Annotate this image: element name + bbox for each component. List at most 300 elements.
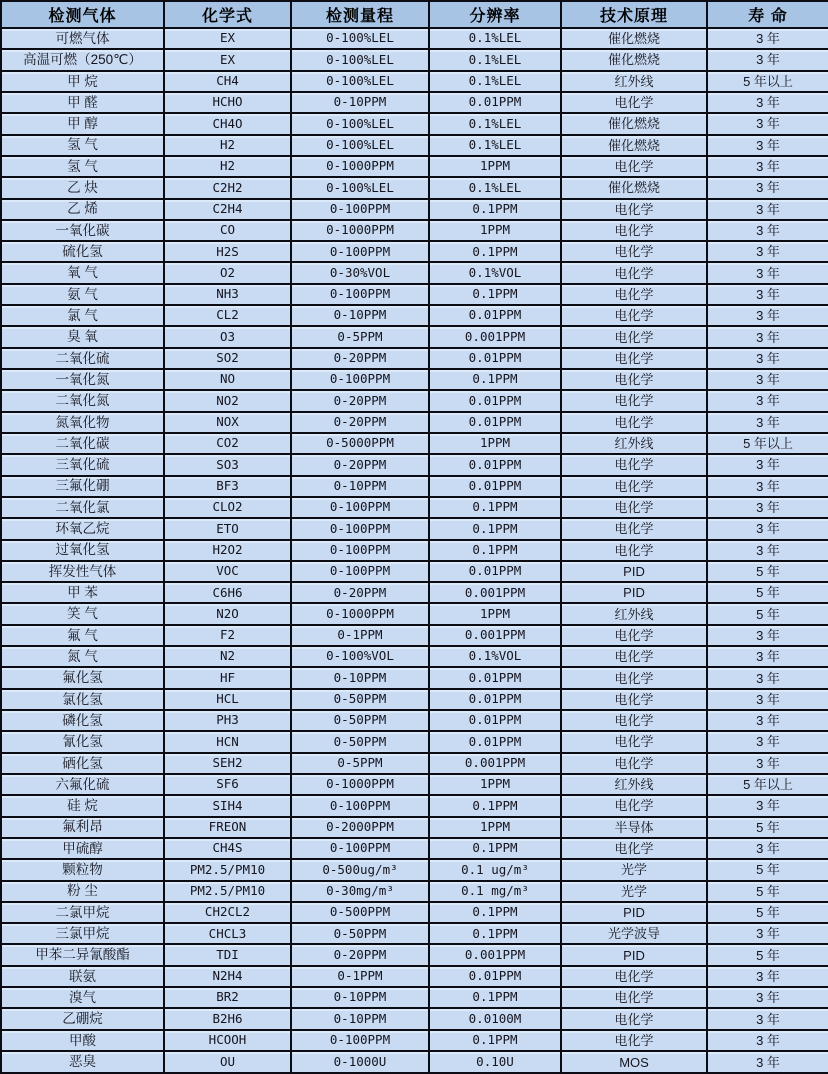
cell-detection-range: 0-1000PPM [291,220,429,241]
cell-chemical-formula: O3 [164,326,291,347]
table-row [1,731,828,752]
cell-lifespan: 5 年以上 [707,433,828,454]
cell-lifespan: 3 年 [707,49,828,70]
cell-chemical-formula: SF6 [164,774,291,795]
cell-detection-range: 0-100PPM [291,199,429,220]
cell-lifespan: 3 年 [707,113,828,134]
table-row [1,518,828,539]
cell-detection-range: 0-100PPM [291,838,429,859]
table-row [1,774,828,795]
cell-tech-principle: 电化学 [561,454,707,475]
cell-detection-range: 0-100PPM [291,540,429,561]
cell-resolution: 0.1PPM [429,795,561,816]
cell-tech-principle: 电化学 [561,156,707,177]
cell-detection-range: 0-1PPM [291,966,429,987]
cell-gas-name: 高温可燃（250℃） [1,49,164,70]
table-row [1,838,828,859]
table-row [1,262,828,283]
table-row [1,667,828,688]
cell-chemical-formula: CH4O [164,113,291,134]
table-row [1,753,828,774]
column-header: 检测气体 [1,1,164,28]
cell-gas-name: 氟化氢 [1,667,164,688]
cell-resolution: 0.01PPM [429,454,561,475]
cell-gas-name: 笑 气 [1,603,164,624]
cell-chemical-formula: C2H4 [164,199,291,220]
cell-chemical-formula: NO [164,369,291,390]
cell-lifespan: 5 年 [707,561,828,582]
table-row [1,433,828,454]
cell-resolution: 1PPM [429,220,561,241]
column-header: 分辨率 [429,1,561,28]
cell-gas-name: 甲 烷 [1,71,164,92]
column-header: 技术原理 [561,1,707,28]
table-row [1,859,828,880]
column-header: 寿 命 [707,1,828,28]
cell-tech-principle: 电化学 [561,795,707,816]
cell-gas-name: 一氧化氮 [1,369,164,390]
cell-gas-name: 氮 气 [1,646,164,667]
cell-gas-name: 三氟化硼 [1,476,164,497]
cell-gas-name: 环氧乙烷 [1,518,164,539]
cell-lifespan: 3 年 [707,326,828,347]
cell-chemical-formula: VOC [164,561,291,582]
cell-detection-range: 0-30mg/m³ [291,881,429,902]
cell-detection-range: 0-50PPM [291,731,429,752]
cell-detection-range: 0-10PPM [291,987,429,1008]
cell-chemical-formula: CH4 [164,71,291,92]
cell-gas-name: 一氧化碳 [1,220,164,241]
table-row [1,412,828,433]
table-row [1,817,828,838]
cell-detection-range: 0-100PPM [291,241,429,262]
cell-detection-range: 0-1000PPM [291,603,429,624]
cell-resolution: 0.1PPM [429,902,561,923]
cell-gas-name: 磷化氢 [1,710,164,731]
table-row [1,177,828,198]
cell-gas-name: 氮氧化物 [1,412,164,433]
cell-lifespan: 3 年 [707,1008,828,1029]
table-row [1,689,828,710]
cell-tech-principle: 电化学 [561,1008,707,1029]
cell-chemical-formula: CLO2 [164,497,291,518]
cell-gas-name: 乙硼烷 [1,1008,164,1029]
cell-detection-range: 0-30%VOL [291,262,429,283]
cell-detection-range: 0-5PPM [291,753,429,774]
cell-detection-range: 0-100%LEL [291,28,429,49]
cell-tech-principle: 电化学 [561,348,707,369]
cell-resolution: 0.001PPM [429,753,561,774]
cell-lifespan: 3 年 [707,646,828,667]
cell-lifespan: 3 年 [707,625,828,646]
cell-lifespan: 3 年 [707,220,828,241]
cell-chemical-formula: EX [164,28,291,49]
cell-tech-principle: 红外线 [561,71,707,92]
cell-detection-range: 0-10PPM [291,92,429,113]
cell-detection-range: 0-5000PPM [291,433,429,454]
cell-chemical-formula: N2O [164,603,291,624]
cell-detection-range: 0-10PPM [291,1008,429,1029]
cell-detection-range: 0-1000PPM [291,774,429,795]
cell-lifespan: 3 年 [707,476,828,497]
cell-resolution: 0.01PPM [429,710,561,731]
cell-lifespan: 5 年 [707,817,828,838]
cell-resolution: 0.1PPM [429,369,561,390]
cell-tech-principle: 电化学 [561,987,707,1008]
cell-tech-principle: 电化学 [561,966,707,987]
cell-detection-range: 0-100PPM [291,518,429,539]
cell-resolution: 0.001PPM [429,944,561,965]
cell-tech-principle: 电化学 [561,262,707,283]
cell-lifespan: 3 年 [707,838,828,859]
cell-gas-name: 氢 气 [1,135,164,156]
cell-chemical-formula: HCN [164,731,291,752]
cell-tech-principle: 催化燃烧 [561,113,707,134]
cell-lifespan: 3 年 [707,1051,828,1073]
cell-resolution: 0.001PPM [429,326,561,347]
cell-lifespan: 3 年 [707,412,828,433]
column-header: 化学式 [164,1,291,28]
cell-lifespan: 3 年 [707,987,828,1008]
cell-tech-principle: 红外线 [561,433,707,454]
cell-gas-name: 甲硫醇 [1,838,164,859]
cell-resolution: 1PPM [429,156,561,177]
cell-tech-principle: PID [561,582,707,603]
cell-chemical-formula: N2H4 [164,966,291,987]
cell-lifespan: 5 年 [707,944,828,965]
cell-gas-name: 氢 气 [1,156,164,177]
cell-chemical-formula: ETO [164,518,291,539]
cell-lifespan: 3 年 [707,540,828,561]
cell-detection-range: 0-50PPM [291,923,429,944]
table-row [1,390,828,411]
cell-tech-principle: 催化燃烧 [561,28,707,49]
cell-chemical-formula: PM2.5/PM10 [164,859,291,880]
cell-chemical-formula: PH3 [164,710,291,731]
cell-detection-range: 0-20PPM [291,348,429,369]
table-row [1,561,828,582]
table-row [1,1008,828,1029]
cell-resolution: 0.1PPM [429,923,561,944]
cell-tech-principle: 电化学 [561,753,707,774]
cell-tech-principle: 电化学 [561,369,707,390]
cell-chemical-formula: O2 [164,262,291,283]
cell-gas-name: 挥发性气体 [1,561,164,582]
cell-tech-principle: 电化学 [561,199,707,220]
cell-tech-principle: 电化学 [561,667,707,688]
cell-gas-name: 氰化氢 [1,731,164,752]
cell-resolution: 1PPM [429,774,561,795]
table-row [1,369,828,390]
cell-tech-principle: 催化燃烧 [561,177,707,198]
cell-gas-name: 氯 气 [1,305,164,326]
cell-gas-name: 臭 氧 [1,326,164,347]
cell-gas-name: 硫化氢 [1,241,164,262]
cell-lifespan: 3 年 [707,753,828,774]
cell-chemical-formula: CH4S [164,838,291,859]
cell-tech-principle: 光学 [561,859,707,880]
cell-tech-principle: 电化学 [561,497,707,518]
cell-gas-name: 甲 苯 [1,582,164,603]
cell-resolution: 0.1PPM [429,838,561,859]
cell-tech-principle: 电化学 [561,540,707,561]
cell-lifespan: 3 年 [707,923,828,944]
cell-gas-name: 甲 醛 [1,92,164,113]
table-row [1,710,828,731]
cell-tech-principle: PID [561,561,707,582]
table-row [1,987,828,1008]
cell-lifespan: 3 年 [707,156,828,177]
cell-chemical-formula: HCOOH [164,1030,291,1051]
table-row [1,71,828,92]
cell-gas-name: 硅 烷 [1,795,164,816]
cell-tech-principle: MOS [561,1051,707,1073]
cell-detection-range: 0-100%LEL [291,177,429,198]
cell-tech-principle: 电化学 [561,476,707,497]
cell-resolution: 0.001PPM [429,625,561,646]
cell-tech-principle: 半导体 [561,817,707,838]
cell-chemical-formula: C2H2 [164,177,291,198]
cell-resolution: 0.1%VOL [429,646,561,667]
cell-resolution: 0.1PPM [429,497,561,518]
cell-tech-principle: 电化学 [561,284,707,305]
cell-gas-name: 溴气 [1,987,164,1008]
cell-tech-principle: 催化燃烧 [561,49,707,70]
cell-resolution: 0.1 ug/m³ [429,859,561,880]
cell-resolution: 0.01PPM [429,966,561,987]
table-row [1,92,828,113]
cell-chemical-formula: OU [164,1051,291,1073]
cell-chemical-formula: HF [164,667,291,688]
cell-detection-range: 0-1000PPM [291,156,429,177]
cell-lifespan: 3 年 [707,92,828,113]
cell-resolution: 0.0100M [429,1008,561,1029]
cell-resolution: 0.1PPM [429,1030,561,1051]
table-row [1,49,828,70]
cell-lifespan: 3 年 [707,348,828,369]
cell-lifespan: 3 年 [707,305,828,326]
cell-gas-name: 甲 醇 [1,113,164,134]
table-row [1,348,828,369]
cell-gas-name: 乙 炔 [1,177,164,198]
cell-chemical-formula: H2 [164,156,291,177]
cell-chemical-formula: BF3 [164,476,291,497]
table-row [1,902,828,923]
cell-detection-range: 0-5PPM [291,326,429,347]
cell-detection-range: 0-1PPM [291,625,429,646]
cell-gas-name: 二氧化碳 [1,433,164,454]
cell-chemical-formula: EX [164,49,291,70]
cell-tech-principle: 电化学 [561,390,707,411]
table-row [1,476,828,497]
table-row [1,1030,828,1051]
cell-detection-range: 0-500ug/m³ [291,859,429,880]
table-row [1,944,828,965]
cell-gas-name: 恶臭 [1,1051,164,1073]
cell-resolution: 0.1 mg/m³ [429,881,561,902]
cell-gas-name: 粉 尘 [1,881,164,902]
cell-chemical-formula: NH3 [164,284,291,305]
cell-detection-range: 0-20PPM [291,582,429,603]
table-row [1,603,828,624]
cell-gas-name: 六氟化硫 [1,774,164,795]
cell-resolution: 0.01PPM [429,92,561,113]
cell-lifespan: 3 年 [707,241,828,262]
cell-detection-range: 0-100PPM [291,369,429,390]
cell-detection-range: 0-20PPM [291,412,429,433]
cell-tech-principle: 光学波导 [561,923,707,944]
cell-chemical-formula: SO3 [164,454,291,475]
cell-gas-name: 二氯甲烷 [1,902,164,923]
cell-detection-range: 0-50PPM [291,689,429,710]
cell-lifespan: 5 年 [707,859,828,880]
cell-gas-name: 氟利昂 [1,817,164,838]
cell-lifespan: 3 年 [707,710,828,731]
cell-detection-range: 0-100%LEL [291,71,429,92]
cell-chemical-formula: SO2 [164,348,291,369]
cell-chemical-formula: CL2 [164,305,291,326]
cell-lifespan: 3 年 [707,284,828,305]
cell-chemical-formula: CO2 [164,433,291,454]
cell-resolution: 0.1PPM [429,241,561,262]
table-row [1,795,828,816]
cell-resolution: 0.01PPM [429,476,561,497]
cell-tech-principle: PID [561,944,707,965]
cell-lifespan: 3 年 [707,1030,828,1051]
cell-tech-principle: 光学 [561,881,707,902]
cell-tech-principle: PID [561,902,707,923]
table-row [1,113,828,134]
cell-detection-range: 0-10PPM [291,476,429,497]
table-row [1,540,828,561]
cell-gas-name: 联氨 [1,966,164,987]
cell-resolution: 0.01PPM [429,561,561,582]
cell-gas-name: 二氧化氮 [1,390,164,411]
cell-tech-principle: 电化学 [561,689,707,710]
cell-tech-principle: 电化学 [561,326,707,347]
table-row [1,923,828,944]
cell-gas-name: 氨 气 [1,284,164,305]
cell-tech-principle: 电化学 [561,838,707,859]
cell-gas-name: 甲苯二异氰酸酯 [1,944,164,965]
cell-tech-principle: 电化学 [561,241,707,262]
cell-chemical-formula: F2 [164,625,291,646]
cell-chemical-formula: HCHO [164,92,291,113]
cell-tech-principle: 电化学 [561,731,707,752]
table-row [1,454,828,475]
cell-detection-range: 0-100%LEL [291,113,429,134]
cell-resolution: 0.01PPM [429,390,561,411]
cell-lifespan: 3 年 [707,795,828,816]
cell-tech-principle: 催化燃烧 [561,135,707,156]
table-row [1,305,828,326]
cell-gas-name: 氟 气 [1,625,164,646]
table-row [1,881,828,902]
cell-tech-principle: 电化学 [561,305,707,326]
cell-detection-range: 0-20PPM [291,390,429,411]
cell-tech-principle: 电化学 [561,710,707,731]
cell-chemical-formula: CO [164,220,291,241]
cell-tech-principle: 电化学 [561,518,707,539]
cell-gas-name: 二氧化氯 [1,497,164,518]
table-row [1,241,828,262]
cell-tech-principle: 红外线 [561,603,707,624]
cell-lifespan: 5 年以上 [707,71,828,92]
cell-detection-range: 0-100PPM [291,497,429,518]
cell-lifespan: 3 年 [707,518,828,539]
cell-lifespan: 5 年 [707,881,828,902]
cell-lifespan: 3 年 [707,454,828,475]
cell-lifespan: 3 年 [707,262,828,283]
header-row [1,1,828,28]
cell-resolution: 0.01PPM [429,689,561,710]
cell-gas-name: 乙 烯 [1,199,164,220]
table-row [1,326,828,347]
cell-resolution: 0.1PPM [429,284,561,305]
cell-lifespan: 5 年 [707,582,828,603]
cell-detection-range: 0-20PPM [291,944,429,965]
cell-lifespan: 3 年 [707,497,828,518]
cell-detection-range: 0-20PPM [291,454,429,475]
table-row [1,646,828,667]
cell-chemical-formula: B2H6 [164,1008,291,1029]
cell-gas-name: 可燃气体 [1,28,164,49]
cell-tech-principle: 电化学 [561,220,707,241]
cell-gas-name: 过氧化氢 [1,540,164,561]
cell-detection-range: 0-100PPM [291,1030,429,1051]
table-row [1,284,828,305]
cell-resolution: 0.1PPM [429,199,561,220]
cell-lifespan: 3 年 [707,966,828,987]
cell-gas-name: 氯化氢 [1,689,164,710]
cell-resolution: 0.01PPM [429,731,561,752]
cell-lifespan: 3 年 [707,199,828,220]
cell-gas-name: 二氧化硫 [1,348,164,369]
table-row [1,199,828,220]
cell-detection-range: 0-100PPM [291,284,429,305]
cell-chemical-formula: CH2CL2 [164,902,291,923]
cell-chemical-formula: NOX [164,412,291,433]
cell-resolution: 0.1PPM [429,540,561,561]
cell-gas-name: 甲酸 [1,1030,164,1051]
cell-detection-range: 0-1000U [291,1051,429,1073]
cell-detection-range: 0-50PPM [291,710,429,731]
table-row [1,497,828,518]
cell-detection-range: 0-10PPM [291,667,429,688]
cell-lifespan: 5 年以上 [707,774,828,795]
cell-detection-range: 0-100%LEL [291,135,429,156]
cell-resolution: 1PPM [429,433,561,454]
cell-resolution: 0.1PPM [429,518,561,539]
cell-detection-range: 0-500PPM [291,902,429,923]
cell-lifespan: 3 年 [707,731,828,752]
cell-lifespan: 5 年 [707,902,828,923]
table-row [1,966,828,987]
table-row [1,156,828,177]
cell-gas-name: 三氯甲烷 [1,923,164,944]
table-row [1,1051,828,1073]
cell-chemical-formula: SIH4 [164,795,291,816]
table-row [1,582,828,603]
cell-chemical-formula: BR2 [164,987,291,1008]
cell-gas-name: 氧 气 [1,262,164,283]
table-row [1,135,828,156]
cell-chemical-formula: H2 [164,135,291,156]
cell-chemical-formula: PM2.5/PM10 [164,881,291,902]
cell-lifespan: 3 年 [707,390,828,411]
cell-chemical-formula: CHCL3 [164,923,291,944]
cell-tech-principle: 电化学 [561,646,707,667]
